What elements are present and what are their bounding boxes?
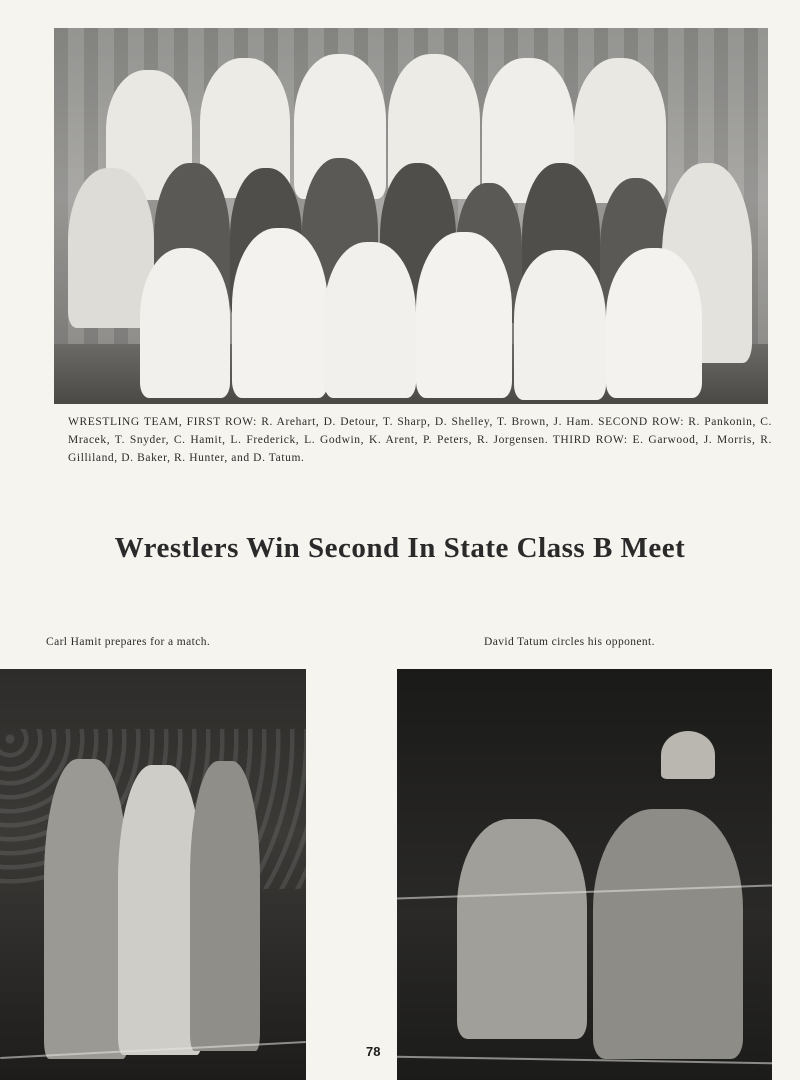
team-photo — [54, 28, 768, 404]
wrestler-figure — [190, 761, 260, 1051]
wrestler-figure — [593, 809, 743, 1059]
wrestler-figure — [44, 759, 128, 1059]
team-member-figure — [232, 228, 328, 398]
team-member-figure — [324, 242, 416, 398]
team-member-figure — [514, 250, 606, 400]
team-photo-caption: WRESTLING TEAM, FIRST ROW: R. Arehart, D. Detour, T. Sharp, D. Shelley, T. Brown, J. Ham. SECOND ROW: R. Pankonin, C. Mracek, T. Snyder, C. Hamit, L. Frederick, L. Godwin, K. Arent, P. Peters, R. Jorgensen. THIRD ROW: E. Garwood, J. Morris, R. Gilliland, D. Baker, R. Hunter, and D. Tatum. — [68, 416, 772, 464]
team-member-figure — [606, 248, 702, 398]
left-match-photo — [0, 669, 306, 1080]
team-member-figure — [416, 232, 512, 398]
right-match-photo — [397, 669, 772, 1080]
page-headline: Wrestlers Win Second In State Class B Meet — [114, 532, 686, 564]
basketball-hoop — [661, 731, 715, 779]
page-number: 78 — [366, 1044, 381, 1059]
wrestler-figure — [457, 819, 587, 1039]
right-photo-caption: David Tatum circles his opponent. — [484, 636, 655, 648]
team-member-figure — [140, 248, 230, 398]
left-photo-caption: Carl Hamit prepares for a match. — [46, 636, 211, 648]
